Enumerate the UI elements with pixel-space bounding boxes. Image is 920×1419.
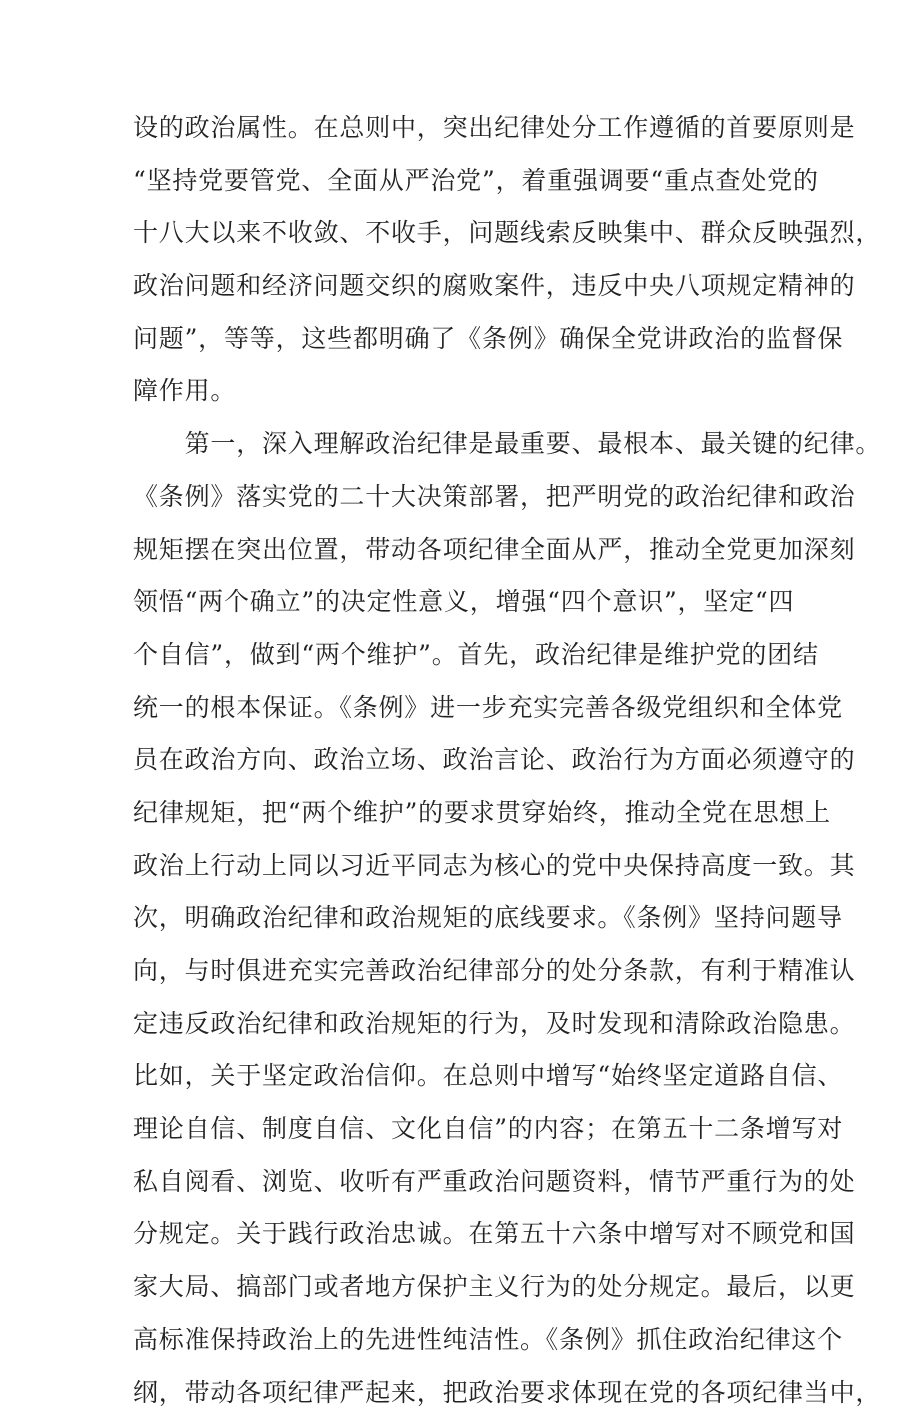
text-line: 高标准保持政治上的先进性纯洁性。《条例》抓住政治纪律这个 (133, 1314, 803, 1367)
text-line: 纪律规矩，把“两个维护”的要求贯穿始终，推动全党在思想上 (133, 787, 803, 840)
text-line: 理论自信、制度自信、文化自信”的内容；在第五十二条增写对 (133, 1103, 803, 1156)
text-line: 纲，带动各项纪律严起来，把政治要求体现在党的各项纪律当中， (133, 1367, 803, 1419)
text-line: 《条例》落实党的二十大决策部署，把严明党的政治纪律和政治 (133, 471, 803, 524)
text-line: 定违反政治纪律和政治规矩的行为，及时发现和清除政治隐患。 (133, 998, 803, 1051)
text-line: 统一的根本保证。《条例》进一步充实完善各级党组织和全体党 (133, 682, 803, 735)
text-line: “坚持党要管党、全面从严治党”，着重强调要“重点查处党的 (133, 155, 803, 208)
text-line: 次，明确政治纪律和政治规矩的底线要求。《条例》坚持问题导 (133, 892, 803, 945)
document-body (133, 102, 803, 1419)
text-line: 家大局、搞部门或者地方保护主义行为的处分规定。最后，以更 (133, 1261, 803, 1314)
text-line: 障作用。 (133, 365, 803, 418)
text-line: 私自阅看、浏览、收听有严重政治问题资料，情节严重行为的处 (133, 1156, 803, 1209)
text-line: 比如，关于坚定政治信仰。在总则中增写“始终坚定道路自信、 (133, 1050, 803, 1103)
text-line: 个自信”，做到“两个维护”。首先，政治纪律是维护党的团结 (133, 629, 803, 682)
text-line: 问题”，等等，这些都明确了《条例》确保全党讲政治的监督保 (133, 313, 803, 366)
text-line: 政治上行动上同以习近平同志为核心的党中央保持高度一致。其 (133, 840, 803, 893)
text-line: 员在政治方向、政治立场、政治言论、政治行为方面必须遵守的 (133, 734, 803, 787)
text-line: 第一，深入理解政治纪律是最重要、最根本、最关键的纪律。 (133, 418, 803, 471)
text-line: 十八大以来不收敛、不收手，问题线索反映集中、群众反映强烈， (133, 207, 803, 260)
text-line: 向，与时俱进充实完善政治纪律部分的处分条款，有利于精准认 (133, 945, 803, 998)
text-line: 规矩摆在突出位置，带动各项纪律全面从严，推动全党更加深刻 (133, 524, 803, 577)
text-line: 领悟“两个确立”的决定性意义，增强“四个意识”，坚定“四 (133, 576, 803, 629)
text-line: 政治问题和经济问题交织的腐败案件，违反中央八项规定精神的 (133, 260, 803, 313)
text-line: 设的政治属性。在总则中，突出纪律处分工作遵循的首要原则是 (133, 102, 803, 155)
text-line: 分规定。关于践行政治忠诚。在第五十六条中增写对不顾党和国 (133, 1208, 803, 1261)
